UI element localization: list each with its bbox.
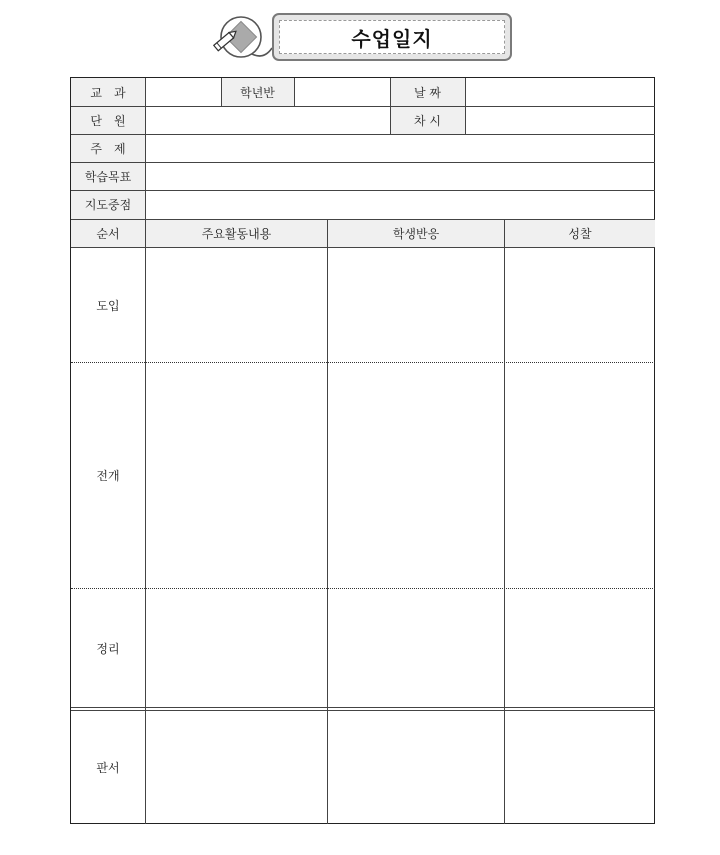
column-header-activity: 주요활동내용 [201, 226, 272, 241]
topic-field[interactable] [146, 135, 654, 161]
date-field[interactable] [466, 79, 654, 105]
development-response-cell[interactable] [328, 363, 504, 588]
pencil-note-icon [208, 12, 272, 64]
wrapup-reflection-cell[interactable] [505, 589, 655, 707]
lesson-journal-form [70, 77, 655, 824]
grade-class-label: 학년반 [240, 85, 275, 100]
subject-field[interactable] [146, 79, 220, 105]
wrapup-activity-cell[interactable] [146, 589, 327, 707]
intro-reflection-cell[interactable] [505, 248, 655, 362]
row-label-wrapup: 정리 [96, 641, 120, 656]
wrapup-response-cell[interactable] [328, 589, 504, 707]
unit-field[interactable] [146, 107, 389, 133]
period-field[interactable] [466, 107, 654, 133]
objective-field[interactable] [146, 163, 654, 189]
subject-label: 교 과 [90, 85, 126, 100]
board-activity-cell[interactable] [146, 711, 327, 824]
focus-field[interactable] [146, 191, 654, 218]
title-box [272, 13, 512, 61]
grade-class-field[interactable] [295, 79, 389, 105]
column-header-reflection: 성찰 [568, 226, 592, 241]
unit-label: 단 원 [90, 113, 126, 128]
date-label: 날 짜 [414, 85, 441, 100]
intro-activity-cell[interactable] [146, 248, 327, 362]
period-label: 차 시 [414, 113, 441, 128]
intro-response-cell[interactable] [328, 248, 504, 362]
board-reflection-cell[interactable] [505, 711, 655, 824]
focus-label: 지도중점 [84, 198, 132, 212]
page-title: 수업일지 [351, 26, 433, 51]
row-label-board: 판서 [96, 761, 120, 775]
row-label-intro: 도입 [96, 298, 120, 313]
topic-label: 주 제 [90, 141, 126, 156]
column-header-order: 순서 [96, 226, 120, 241]
column-header-response: 학생반응 [392, 226, 440, 241]
development-reflection-cell[interactable] [505, 363, 655, 588]
row-label-development: 전개 [96, 469, 120, 483]
board-response-cell[interactable] [328, 711, 504, 824]
development-activity-cell[interactable] [146, 363, 327, 588]
objective-label: 학습목표 [84, 169, 132, 184]
